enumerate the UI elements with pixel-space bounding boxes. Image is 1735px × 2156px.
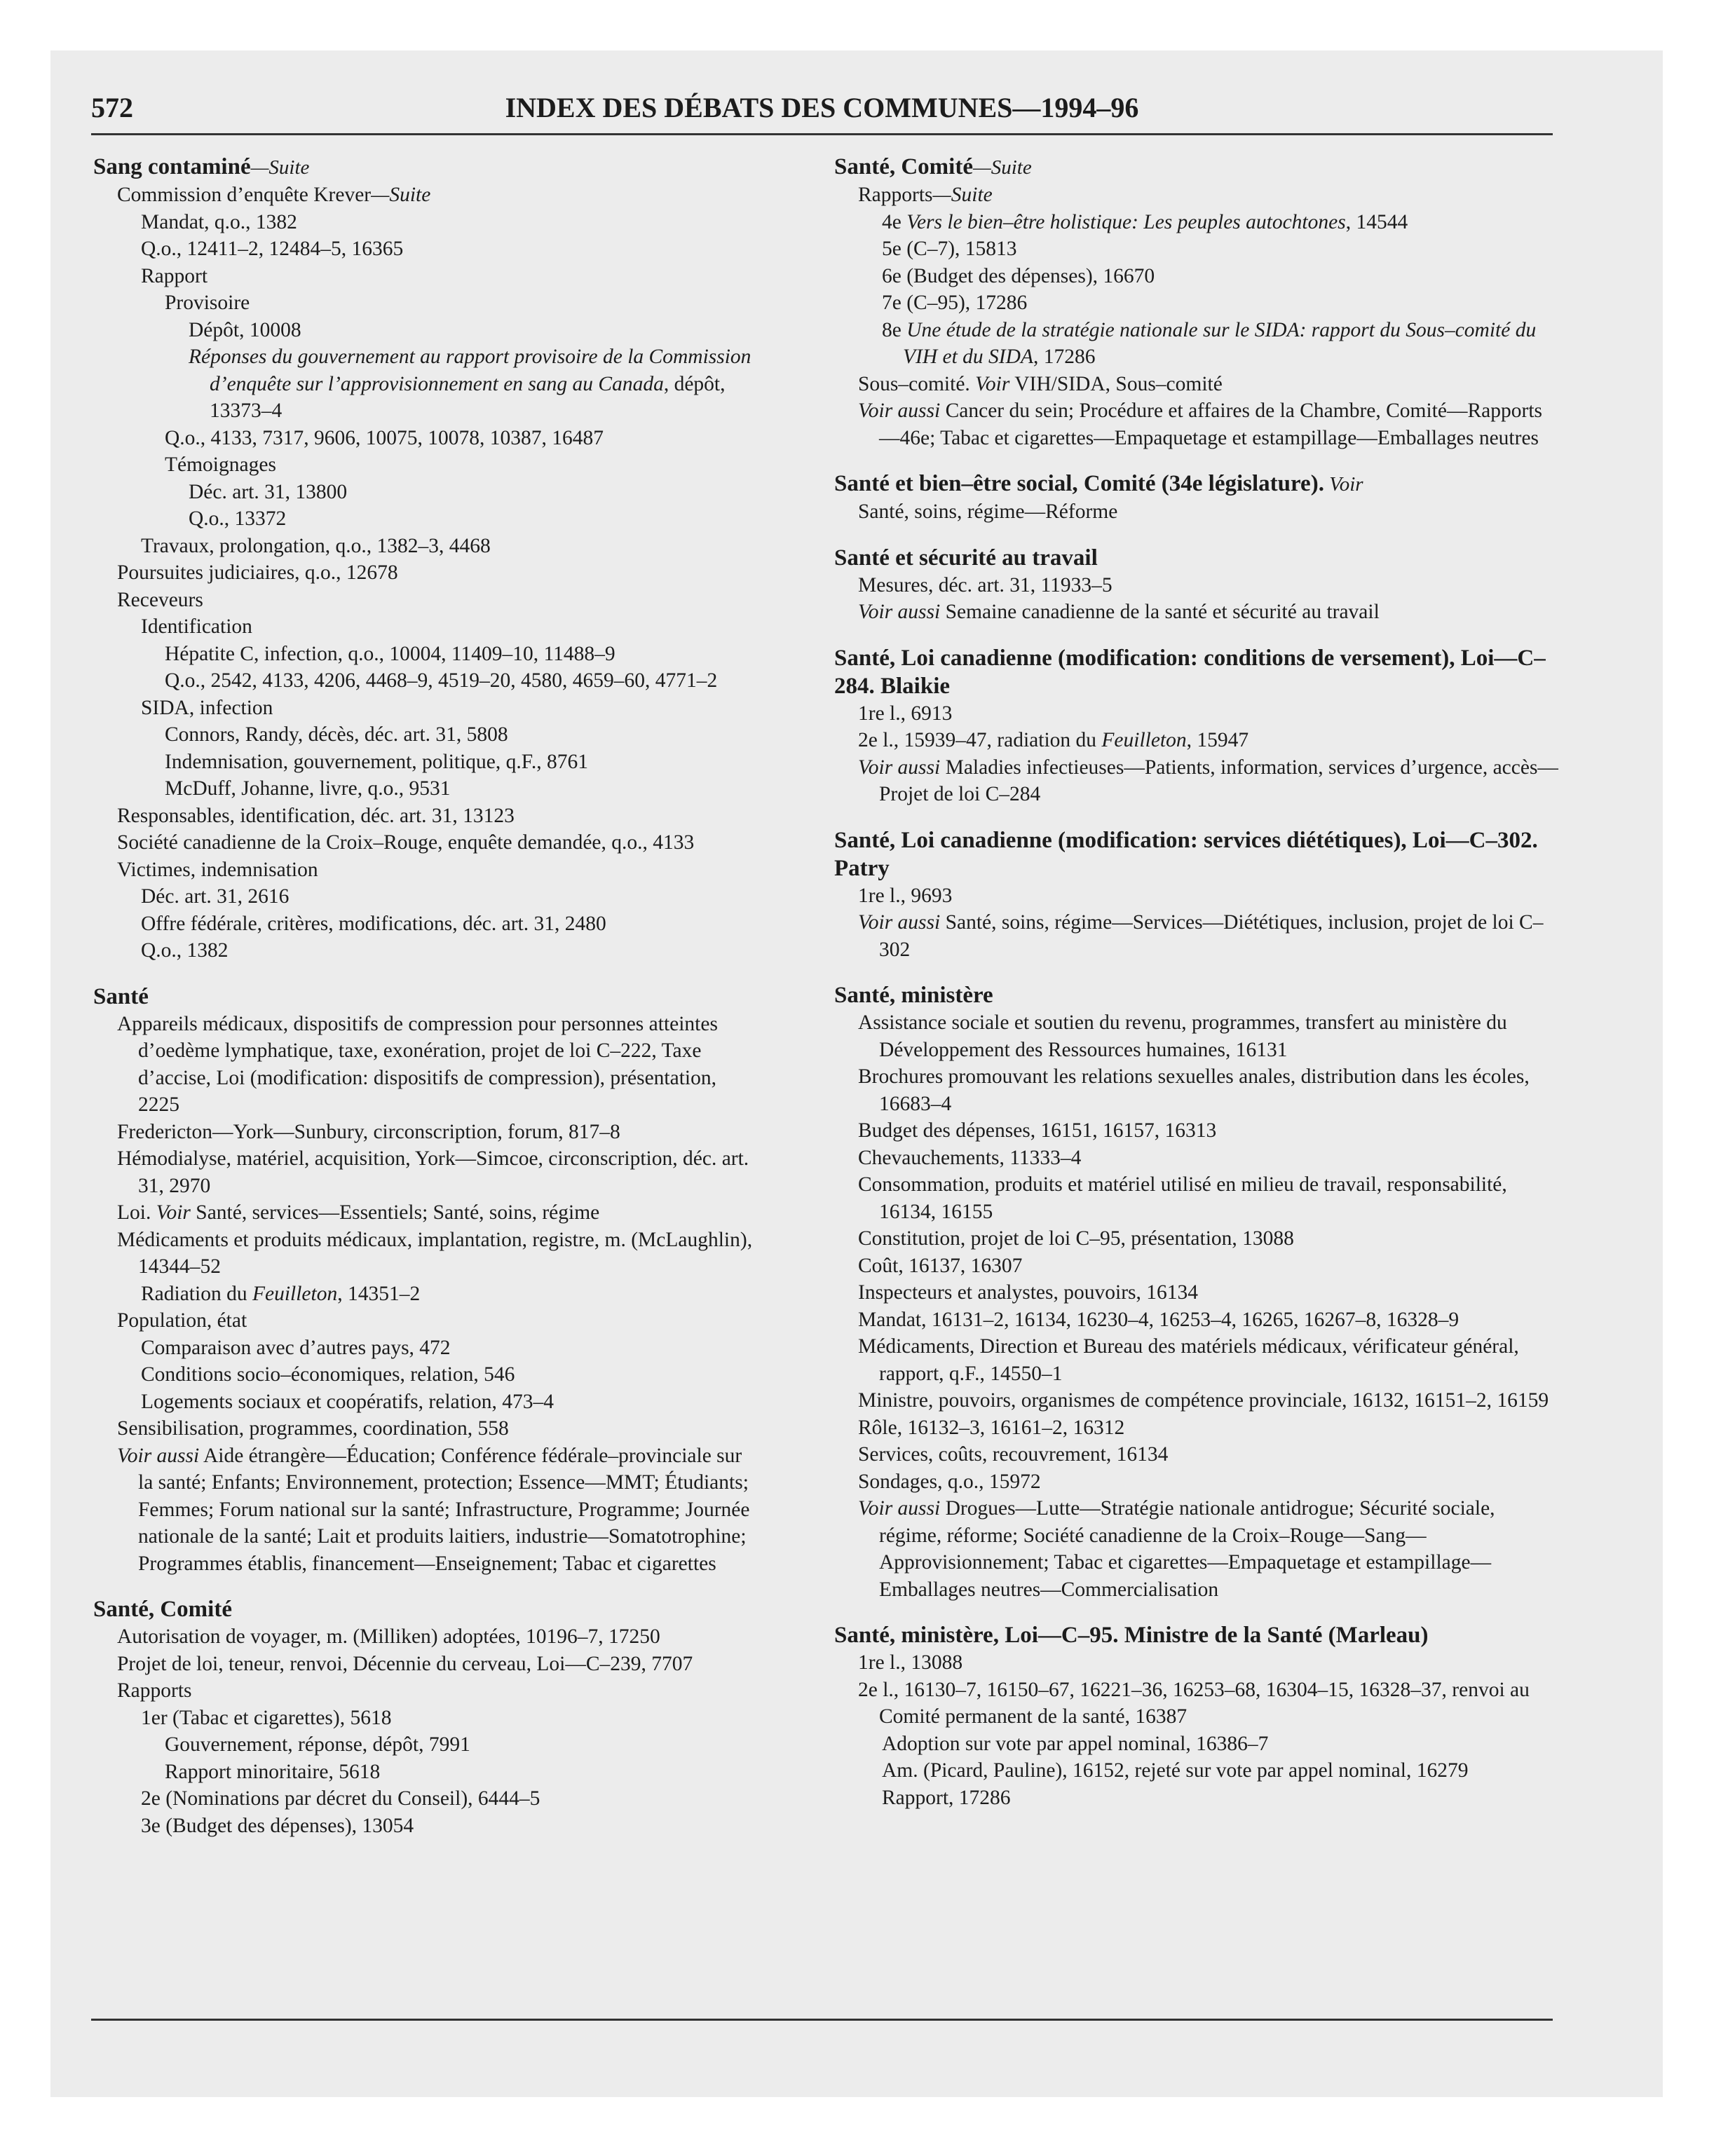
- index-entry: [834, 826, 1560, 964]
- index-subentry: [93, 451, 759, 479]
- index-subentry: [834, 1171, 1560, 1225]
- index-subentry: [93, 1705, 759, 1732]
- index-entry: [834, 644, 1560, 808]
- index-subentry: [93, 1199, 759, 1227]
- subentry-text: Dépôt, 10008: [189, 318, 301, 341]
- voir-label: Voir: [156, 1201, 191, 1224]
- index-entry: [834, 470, 1560, 526]
- document-title: Réponses du gouvernement au rapport provisoire de la Commission d’enquête sur l’approvisionnement en sang au Canada: [189, 346, 751, 395]
- subentry-text: Consommation, produits et matériel utilisé en milieu de travail, responsabilité, 16134, 16155: [858, 1173, 1507, 1223]
- subentry-text: 1re l., 6913: [858, 702, 953, 725]
- subentry-text: Population, état: [117, 1309, 247, 1332]
- entry-heading: [834, 1621, 1560, 1649]
- subentry-text: Maladies infectieuses—Patients, information, services d’urgence, accès—Projet de loi C–284: [879, 756, 1558, 805]
- subentry-text: Offre fédérale, critères, modifications, déc. art. 31, 2480: [141, 912, 606, 935]
- subentry-text: Q.o., 4133, 7317, 9606, 10075, 10078, 10387, 16487: [165, 426, 604, 449]
- subentry-text: Identification: [141, 615, 252, 638]
- voir-aussi-label: Voir aussi: [858, 911, 941, 934]
- subentry-rest: , 14544: [1345, 210, 1408, 233]
- subentry-text: Autorisation de voyager, m. (Milliken) adoptées, 10196–7, 17250: [117, 1625, 660, 1648]
- subentry-text: Déc. art. 31, 13800: [189, 480, 348, 503]
- index-subentry: [834, 1306, 1560, 1334]
- entry-heading: [834, 644, 1560, 700]
- subentry-text: Santé, soins, régime—Réforme: [858, 500, 1118, 523]
- subentry-text: Indemnisation, gouvernement, politique, q.F., 8761: [165, 750, 588, 773]
- index-subentry: [834, 1731, 1560, 1758]
- voir-aussi-label: Voir aussi: [858, 1497, 941, 1520]
- subentry-text: Sondages, q.o., 15972: [858, 1470, 1041, 1493]
- italic-title: Vers le bien–être holistique: Les peuples autochtones: [906, 210, 1346, 233]
- subentry-text: Travaux, prolongation, q.o., 1382–3, 4468: [141, 534, 491, 557]
- index-subentry: [93, 1389, 759, 1416]
- index-subentry: [93, 829, 759, 857]
- subentry-text: Cancer du sein; Procédure et affaires de la Chambre, Comité—Rapports—46e; Tabac et cigarettes—Empaquetage et estampillage—Emballages neutres: [879, 400, 1543, 449]
- index-subentry: [834, 1145, 1560, 1172]
- heading-text: Santé et bien–être social, Comité (34e législature).: [834, 471, 1324, 496]
- subentry-text: Rapports: [858, 184, 933, 206]
- index-subentry: [834, 498, 1560, 526]
- index-subentry: [834, 1253, 1560, 1280]
- subentry-text: Sensibilisation, programmes, coordination, 558: [117, 1417, 509, 1440]
- index-subentry: [834, 1677, 1560, 1731]
- index-subentry: [834, 371, 1560, 398]
- index-subentry: [93, 1759, 759, 1786]
- index-subentry: [834, 182, 1560, 209]
- index-subentry: [93, 182, 759, 209]
- subentry-text: Responsables, identification, déc. art. 31, 13123: [117, 804, 515, 827]
- index-entry: [834, 1621, 1560, 1811]
- right-column: [834, 153, 1560, 1811]
- subentry-rest: , 15947: [1186, 729, 1249, 751]
- subentry-text: Poursuites judiciaires, q.o., 12678: [117, 561, 398, 584]
- index-subentry: [834, 1063, 1560, 1117]
- index-subentry: [834, 909, 1560, 963]
- index-subentry: [93, 1677, 759, 1705]
- subentry-text: Inspecteurs et analystes, pouvoirs, 16134: [858, 1281, 1199, 1304]
- subentry-text: Témoignages: [165, 453, 276, 476]
- index-entry: [93, 983, 759, 1578]
- index-subentry: [93, 910, 759, 938]
- index-subentry: [93, 803, 759, 830]
- subentry-text: Rapport, 17286: [882, 1786, 1011, 1809]
- voir-aussi-label: Voir aussi: [858, 400, 941, 422]
- subentry-text: Drogues—Lutte—Stratégie nationale antidrogue; Sécurité sociale, régime, réforme; Société canadienne de la Croix–Rouge—Sang—Approvisionnement; Tabac et cigarettes—Empaquetage et estampillage—Emballages neutres—Commercialisation: [879, 1497, 1495, 1601]
- index-subentry: [834, 1441, 1560, 1468]
- subentry-text: 1re l., 13088: [858, 1651, 963, 1674]
- subentry-text: Comparaison avec d’autres pays, 472: [141, 1336, 451, 1359]
- index-subentry: [93, 343, 759, 425]
- index-subentry: [834, 1468, 1560, 1496]
- index-subentry: [834, 1009, 1560, 1063]
- subentry-text: Logements sociaux et coopératifs, relation, 473–4: [141, 1390, 554, 1413]
- subentry-text: 2e l., 16130–7, 16150–67, 16221–36, 16253–68, 16304–15, 16328–37, renvoi au Comité permanent de la santé, 16387: [858, 1678, 1530, 1728]
- italic-title: Une étude de la stratégie nationale sur le SIDA: rapport du Sous–comité du VIH et du SIDA: [903, 318, 1537, 368]
- index-subentry: [834, 1785, 1560, 1812]
- subentry-text: Loi.: [117, 1201, 156, 1224]
- index-subentry: [93, 1227, 759, 1281]
- index-subentry: [93, 1335, 759, 1362]
- heading-text: Santé, ministère: [834, 983, 993, 1008]
- subentry-text: Santé, soins, régime—Services—Diététiques, inclusion, projet de loi C–302: [879, 911, 1544, 961]
- subentry-text: Q.o., 12411–2, 12484–5, 16365: [141, 238, 404, 260]
- italic-title: Feuilleton: [1101, 729, 1187, 751]
- index-subentry: [93, 1731, 759, 1759]
- index-subentry: [834, 397, 1560, 451]
- subentry-text: Victimes, indemnisation: [117, 858, 318, 881]
- heading-text: Santé, Comité: [93, 1597, 232, 1622]
- subentry-text: Mandat, q.o., 1382: [141, 210, 297, 233]
- voir-label: Voir: [975, 372, 1010, 395]
- index-subentry: [93, 775, 759, 803]
- index-subentry: [93, 317, 759, 344]
- subentry-text: Q.o., 1382: [141, 939, 229, 962]
- index-subentry: [93, 505, 759, 533]
- subentry-text: Médicaments, Direction et Bureau des matériels médicaux, vérificateur général, rapport, q.F., 14550–1: [858, 1335, 1519, 1385]
- index-subentry: [834, 1333, 1560, 1387]
- subentry-text: Hémodialyse, matériel, acquisition, York—Simcoe, circonscription, déc. art. 31, 2970: [117, 1147, 749, 1197]
- entry-heading: [834, 153, 1560, 182]
- subentry-text: 4e: [882, 210, 907, 233]
- index-subentry: [93, 1623, 759, 1651]
- subentry-text: 1er (Tabac et cigarettes), 5618: [141, 1706, 392, 1729]
- index-subentry: [834, 209, 1560, 236]
- index-entry: [93, 1595, 759, 1839]
- subentry-text: 8e: [882, 318, 907, 341]
- subentry-text: Fredericton—York—Sunbury, circonscription, forum, 817–8: [117, 1120, 620, 1143]
- index-subentry: [93, 613, 759, 641]
- subentry-text: Rapport minoritaire, 5618: [165, 1760, 381, 1783]
- suite-marker: —Suite: [972, 156, 1032, 179]
- index-subentry: [834, 727, 1560, 754]
- index-subentry: [93, 1361, 759, 1389]
- subentry-text: Q.o., 2542, 4133, 4206, 4468–9, 4519–20, 4580, 4659–60, 4771–2: [165, 669, 718, 692]
- index-subentry: [93, 479, 759, 506]
- index-subentry: [93, 857, 759, 884]
- subentry-rest: Santé, services—Essentiels; Santé, soins, régime: [190, 1201, 600, 1224]
- heading-text: Santé: [93, 983, 149, 1009]
- subentry-text: 7e (C–95), 17286: [882, 292, 1028, 314]
- subentry-text: Mandat, 16131–2, 16134, 16230–4, 16253–4, 16265, 16267–8, 16328–9: [858, 1308, 1460, 1331]
- subentry-text: Radiation du: [141, 1282, 252, 1305]
- subentry-text: Projet de loi, teneur, renvoi, Décennie du cerveau, Loi—C–239, 7707: [117, 1652, 693, 1675]
- index-subentry: [93, 883, 759, 910]
- index-subentry: [93, 695, 759, 722]
- index-subentry: [93, 1651, 759, 1678]
- index-subentry: [93, 289, 759, 317]
- subentry-text: Brochures promouvant les relations sexuelles anales, distribution dans les écoles, 16683–4: [858, 1065, 1530, 1115]
- index-subentry: [834, 263, 1560, 290]
- subentry-text: Conditions socio–économiques, relation, 546: [141, 1363, 515, 1386]
- subentry-text: Mesures, déc. art. 31, 11933–5: [858, 573, 1113, 596]
- voir-aussi-label: Voir aussi: [858, 601, 941, 623]
- heading-text: Santé, Loi canadienne (modification: services diététiques), Loi—C–302. Patry: [834, 827, 1538, 881]
- index-subentry: [93, 209, 759, 236]
- running-title: INDEX DES DÉBATS DES COMMUNES—1994–96: [505, 92, 1139, 123]
- subentry-text: Coût, 16137, 16307: [858, 1254, 1023, 1277]
- index-subentry: [93, 1415, 759, 1442]
- subentry-text: Semaine canadienne de la santé et sécurité au travail: [940, 601, 1380, 623]
- subentry-text: 1re l., 9693: [858, 884, 953, 907]
- subentry-rest: , 14351–2: [337, 1282, 421, 1305]
- subentry-text: Gouvernement, réponse, dépôt, 7991: [165, 1733, 470, 1756]
- voir-reference: Voir: [1324, 473, 1363, 496]
- index-entry: [834, 544, 1560, 626]
- subentry-text: Déc. art. 31, 2616: [141, 885, 290, 908]
- index-subentry: [93, 1011, 759, 1119]
- subentry-text: Receveurs: [117, 588, 203, 611]
- subentry-rest: VIH/SIDA, Sous–comité: [1009, 372, 1223, 395]
- index-subentry: [834, 1279, 1560, 1306]
- heading-text: Santé, ministère, Loi—C–95. Ministre de la Santé (Marleau): [834, 1623, 1429, 1648]
- heading-text: Santé, Loi canadienne (modification: conditions de versement), Loi—C–284. Blaikie: [834, 645, 1546, 699]
- index-entry: [834, 981, 1560, 1603]
- index-subentry: [834, 317, 1560, 371]
- entry-heading: [834, 470, 1560, 498]
- index-subentry: [834, 289, 1560, 317]
- subentry-text: Rôle, 16132–3, 16161–2, 16312: [858, 1416, 1125, 1439]
- subentry-text: Hépatite C, infection, q.o., 10004, 11409–10, 11488–9: [165, 642, 615, 665]
- subentry-text: Adoption sur vote par appel nominal, 16386–7: [882, 1732, 1269, 1755]
- subentry-text: Rapport: [141, 264, 208, 287]
- index-entry: [93, 153, 759, 964]
- subentry-rest: , 17286: [1033, 346, 1096, 368]
- subentry-text: Appareils médicaux, dispositifs de compression pour personnes atteintes d’oedème lymphatique, taxe, exonération, projet de loi C–222, Taxe d’accise, Loi (modification: dispositifs de compression), présentation, 2225: [117, 1012, 718, 1116]
- subentry-text: Constitution, projet de loi C–95, présentation, 13088: [858, 1227, 1294, 1250]
- subentry-text: 2e l., 15939–47, radiation du: [858, 729, 1102, 751]
- subentry-text: 5e (C–7), 15813: [882, 238, 1017, 260]
- italic-title: Feuilleton: [252, 1282, 338, 1305]
- index-subentry: [93, 533, 759, 560]
- entry-heading: [93, 153, 759, 182]
- subentry-text: Rapports: [117, 1679, 192, 1702]
- index-subentry: [834, 1649, 1560, 1677]
- subentry-text: Am. (Picard, Pauline), 16152, rejeté sur vote par appel nominal, 16279: [882, 1759, 1469, 1782]
- subentry-text: Société canadienne de la Croix–Rouge, enquête demandée, q.o., 4133: [117, 831, 695, 854]
- footer-rule: [91, 2019, 1553, 2021]
- index-subentry: [834, 236, 1560, 263]
- heading-text: Santé, Comité: [834, 154, 973, 179]
- index-subentry: [93, 425, 759, 452]
- entry-heading: [93, 1595, 759, 1623]
- subentry-text: 3e (Budget des dépenses), 13054: [141, 1814, 414, 1837]
- subentry-text: McDuff, Johanne, livre, q.o., 9531: [165, 777, 451, 800]
- suite-marker: —Suite: [250, 156, 310, 179]
- index-subentry: [834, 1757, 1560, 1785]
- index-subentry: [93, 236, 759, 263]
- index-subentry: [93, 667, 759, 695]
- index-subentry: [93, 263, 759, 290]
- left-column: [93, 153, 759, 1839]
- index-subentry: [93, 1281, 759, 1308]
- entry-heading: [834, 544, 1560, 572]
- index-subentry: [834, 599, 1560, 626]
- subentry-text: Budget des dépenses, 16151, 16157, 16313: [858, 1119, 1217, 1142]
- heading-text: Sang contaminé: [93, 154, 251, 179]
- index-subentry: [93, 937, 759, 964]
- page-number: 572: [91, 92, 133, 123]
- heading-text: Santé et sécurité au travail: [834, 545, 1098, 571]
- voir-aussi-label: Voir aussi: [858, 756, 941, 779]
- index-subentry: [93, 641, 759, 668]
- index-subentry: [834, 754, 1560, 808]
- subentry-text: Aide étrangère—Éducation; Conférence fédérale–provinciale sur la santé; Enfants; Environnement, protection; Essence—MMT; Étudiants; Femmes; Forum national sur la santé; Infrastructure, Programme; Journée nationale de la santé; Lait et produits laitiers, industrie—Somatotrophine; Programmes établis, financement—Enseignement; Tabac et cigarettes: [138, 1444, 750, 1575]
- subentry-text: , dépôt, 13373–4: [210, 372, 726, 422]
- subentry-text: Sous–comité.: [858, 372, 976, 395]
- index-subentry: [93, 1145, 759, 1199]
- entry-heading: [834, 981, 1560, 1009]
- index-subentry: [834, 1414, 1560, 1442]
- voir-aussi-label: Voir aussi: [117, 1444, 200, 1467]
- suite-marker: —Suite: [371, 184, 431, 206]
- index-subentry: [834, 1117, 1560, 1145]
- index-subentry: [93, 1813, 759, 1840]
- index-subentry: [93, 749, 759, 776]
- index-subentry: [93, 1119, 759, 1146]
- index-subentry: [93, 1785, 759, 1813]
- index-subentry: [93, 1307, 759, 1335]
- subentry-text: 2e (Nominations par décret du Conseil), 6444–5: [141, 1787, 540, 1810]
- index-subentry: [834, 572, 1560, 599]
- subentry-text: Services, coûts, recouvrement, 16134: [858, 1443, 1169, 1466]
- subentry-text: Commission d’enquête Krever: [117, 184, 372, 206]
- subentry-text: Provisoire: [165, 292, 250, 314]
- subentry-text: Connors, Randy, décès, déc. art. 31, 5808: [165, 723, 508, 746]
- index-subentry: [93, 559, 759, 587]
- subentry-text: Ministre, pouvoirs, organismes de compétence provinciale, 16132, 16151–2, 16159: [858, 1389, 1549, 1412]
- subentry-text: 6e (Budget des dépenses), 16670: [882, 264, 1155, 287]
- subentry-text: Médicaments et produits médicaux, implantation, registre, m. (McLaughlin), 14344–52: [117, 1228, 753, 1278]
- subentry-text: Assistance sociale et soutien du revenu, programmes, transfert au ministère du Développement des Ressources humaines, 16131: [858, 1011, 1507, 1061]
- subentry-text: Q.o., 13372: [189, 507, 287, 530]
- index-subentry: [93, 1442, 759, 1578]
- suite-marker: —Suite: [932, 184, 993, 206]
- index-subentry: [93, 721, 759, 749]
- subentry-text: SIDA, infection: [141, 696, 273, 719]
- page-header: [91, 91, 1553, 135]
- index-subentry: [834, 700, 1560, 728]
- index-subentry: [834, 1225, 1560, 1253]
- index-subentry: [834, 1495, 1560, 1603]
- index-subentry: [93, 587, 759, 614]
- subentry-text: Chevauchements, 11333–4: [858, 1146, 1082, 1169]
- entry-heading: [834, 826, 1560, 882]
- entry-heading: [93, 983, 759, 1011]
- index-subentry: [834, 882, 1560, 910]
- index-entry: [834, 153, 1560, 451]
- index-subentry: [834, 1387, 1560, 1414]
